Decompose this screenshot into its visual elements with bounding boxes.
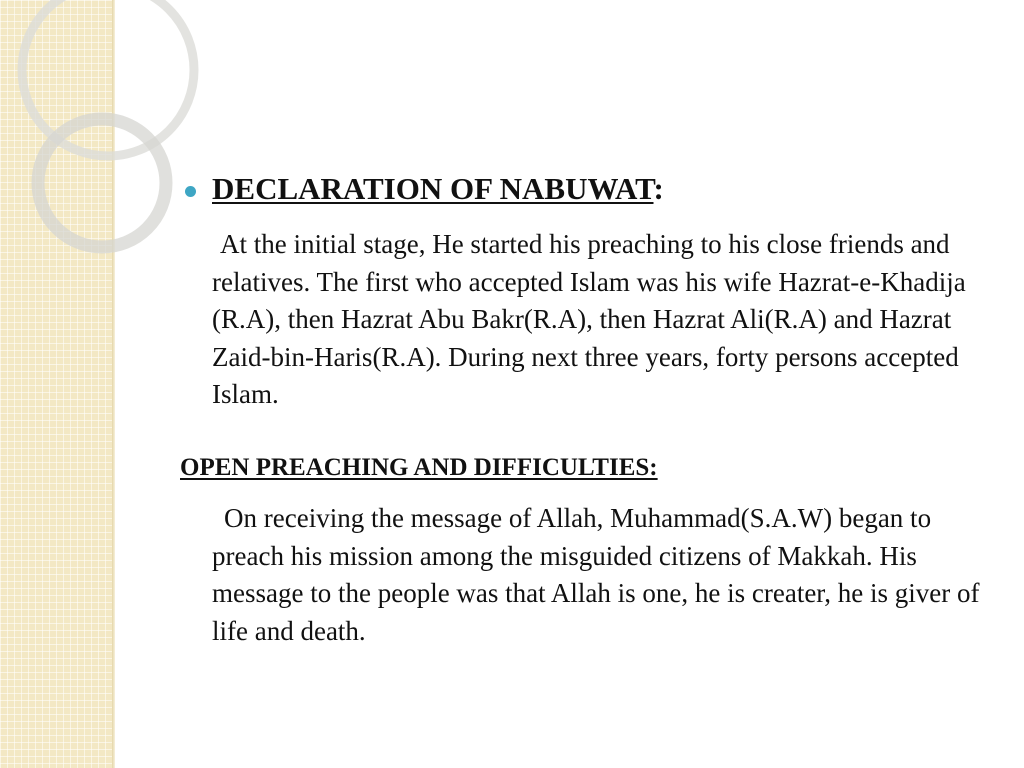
heading-declaration [212, 170, 664, 207]
paragraph-declaration [212, 226, 992, 414]
heading-open-preaching: OPEN PREACHING AND DIFFICULTIES: [180, 454, 658, 481]
bullet-icon [185, 186, 196, 197]
heading-declaration-colon: : [653, 171, 664, 206]
paragraph-open-preaching [212, 500, 992, 650]
paragraph-declaration-text: At the initial stage, He started his preaching to his close friends and relatives. The first who accepted Islam was his wife Hazrat-e-Khadija (R.A), then Hazrat Abu Bakr(R.A), then Hazrat Ali(R.A) and Hazrat Zaid-bin-Haris(R.A). During next three years, forty persons accepted Islam. [212, 229, 966, 409]
paragraph-open-preaching-text: On receiving the message of Allah, Muhammad(S.A.W) began to preach his mission among the misguided citizens of Makkah. His message to the people was that Allah is one, he is creater, he is giver of life and death. [212, 503, 980, 646]
heading-declaration-text: DECLARATION OF NABUWAT [212, 171, 654, 206]
